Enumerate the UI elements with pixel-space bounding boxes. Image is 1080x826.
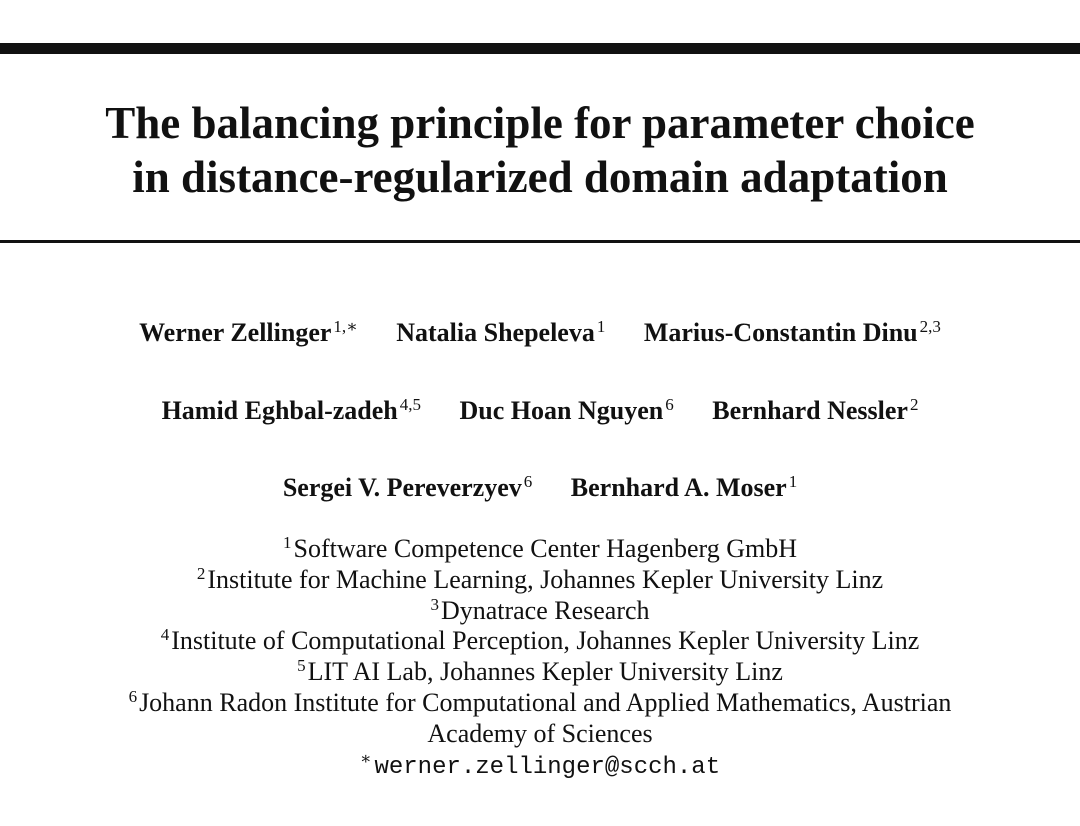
title-line-1: The balancing principle for parameter choice — [105, 98, 975, 148]
affiliation-text: Johann Radon Institute for Computational and Applied Mathematics, Austrian — [139, 687, 952, 717]
affiliation-text: LIT AI Lab, Johannes Kepler University Linz — [307, 657, 783, 687]
title-bottom-rule — [0, 240, 1080, 243]
affiliation-text: Institute of Computational Perception, Johannes Kepler University Linz — [171, 626, 920, 656]
author-row-2 — [0, 396, 1080, 426]
affiliation-1 — [0, 534, 1080, 565]
paper-title — [0, 96, 1080, 204]
affiliation-6-continued — [0, 719, 1080, 750]
author-affiliation-marks: 1 — [788, 472, 798, 491]
title-line-2: in distance-regularized domain adaptation — [132, 152, 948, 202]
author-duc-hoan-nguyen — [460, 396, 674, 426]
author-affiliation-marks: 6 — [523, 472, 533, 491]
affiliation-6 — [0, 688, 1080, 719]
author-affiliation-marks: 4,5 — [399, 395, 422, 414]
author-bernhard-nessler — [712, 396, 918, 426]
author-name: Hamid Eghbal-zadeh — [161, 396, 398, 425]
author-bernhard-a-moser — [571, 473, 797, 503]
affiliation-5 — [0, 657, 1080, 688]
author-name: Bernhard A. Moser — [570, 473, 787, 502]
affiliation-text: Dynatrace Research — [440, 595, 650, 625]
author-sergei-v-pereverzyev — [283, 473, 532, 503]
author-name: Duc Hoan Nguyen — [459, 396, 664, 425]
author-affiliation-marks: 6 — [665, 395, 674, 414]
affiliation-3 — [0, 596, 1080, 627]
author-affiliation-marks: 1 — [596, 317, 606, 336]
contact-line — [0, 750, 1080, 784]
author-natalia-shepeleva — [396, 318, 605, 348]
author-name: Natalia Shepeleva — [396, 318, 595, 347]
affiliation-mark: 1 — [283, 533, 292, 552]
affiliation-text: Academy of Sciences — [427, 718, 653, 748]
contact-email[interactable]: werner.zellinger@scch.at — [374, 753, 721, 781]
affiliation-text: Institute for Machine Learning, Johannes Kepler University Linz — [207, 564, 884, 594]
affiliation-mark: 5 — [297, 656, 306, 676]
affiliation-4 — [0, 626, 1080, 657]
author-affiliation-marks: 2 — [909, 395, 919, 414]
affiliation-mark: 6 — [128, 686, 138, 706]
author-affiliation-marks: 2,3 — [919, 317, 941, 336]
author-werner-zellinger — [139, 318, 358, 348]
author-name: Bernhard Nessler — [712, 396, 908, 425]
author-affiliation-marks: 1,∗ — [333, 317, 358, 336]
author-marius-constantin-dinu — [644, 318, 941, 348]
affiliation-mark: 4 — [160, 625, 170, 645]
author-name: Sergei V. Pereverzyev — [282, 473, 522, 502]
affiliation-mark: 3 — [430, 594, 439, 614]
author-row-3 — [0, 473, 1080, 503]
top-rule — [0, 43, 1080, 54]
author-hamid-eghbal-zadeh — [162, 396, 421, 426]
affiliation-text: Software Competence Center Hagenberg GmbH — [293, 534, 797, 563]
affiliations-block — [0, 534, 1080, 783]
author-name: Werner Zellinger — [139, 318, 332, 347]
author-row-1 — [0, 318, 1080, 348]
affiliation-mark: 2 — [196, 563, 206, 583]
author-name: Marius-Constantin Dinu — [643, 318, 918, 347]
affiliation-2 — [0, 565, 1080, 596]
contact-mark: ∗ — [359, 748, 372, 768]
